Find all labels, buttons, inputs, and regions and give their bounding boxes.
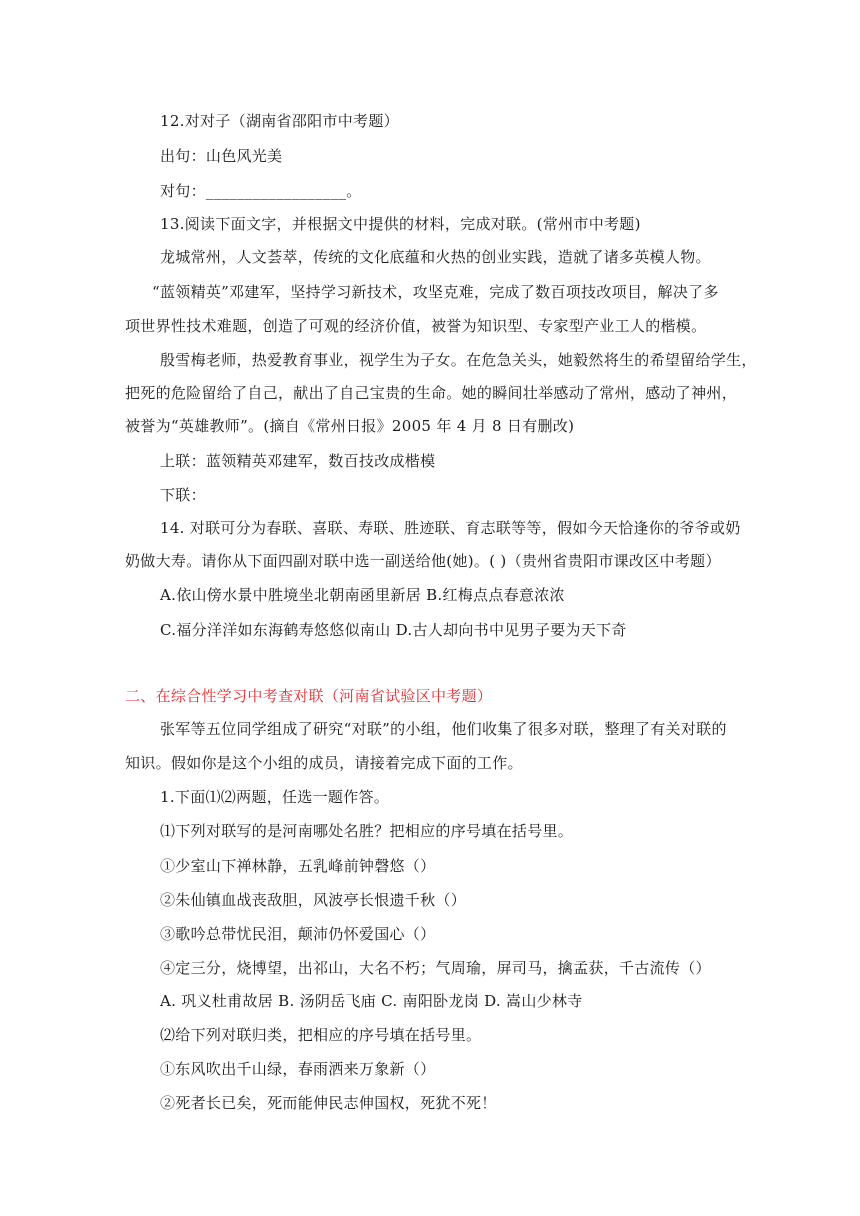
couplet-item-2: ②朱仙镇血战丧敌胆，风波亭长恨遗千秋（） xyxy=(160,891,467,909)
classify-item-2: ②死者长已矣，死而能伸民志伸国权，死犹不死！ xyxy=(160,1094,497,1112)
section-2-heading: 二、在综合性学习中考查对联（河南省试验区中考题） xyxy=(125,687,493,705)
couplet-item-3: ③歌吟总带忧民泪，颠沛仍怀爱国心（） xyxy=(160,925,436,943)
section-2-question-1: 1.下面⑴⑵两题，任选一题作答。 xyxy=(160,788,390,806)
q13-paragraph-3-line-3: 被誉为“英雄教师”。(摘自《常州日报》2005 年 4 月 8 日有删改) xyxy=(125,417,575,435)
section-2-intro-line-2: 知识。假如你是这个小组的成员，请接着完成下面的工作。 xyxy=(125,754,523,772)
q14-options-cd: C.福分洋洋如东海鹤寿悠悠似南山 D.古人却向书中见男子要为天下奇 xyxy=(160,621,627,639)
q13-paragraph-3-line-1: 殷雪梅老师，热爱教育事业，视学生为子女。在危急关头，她毅然将生的希望留给学生， xyxy=(160,351,757,369)
section-2-subquestion-2: ⑵给下列对联归类，把相应的序号填在括号里。 xyxy=(160,1026,482,1044)
q13-upper-couplet: 上联：蓝领精英邓建军，数百技改成楷模 xyxy=(160,452,436,470)
classify-item-1: ①东风吹出千山绿，春雨洒来万象新（） xyxy=(160,1060,436,1078)
q13-paragraph-3-line-2: 把死的危险留给了自己，献出了自己宝贵的生命。她的瞬间壮举感动了常州，感动了神州， xyxy=(125,384,738,402)
q12-lower-line: 对句：__________________。 xyxy=(160,182,362,200)
couplet-item-4: ④定三分，烧博望，出祁山，大名不朽；气周瑜，屏司马，擒孟获，千古流传（） xyxy=(160,959,711,977)
q13-paragraph-2-line-2: 项世界性技术难题，创造了可观的经济价值，被誉为知识型、专家型产业工人的楷模。 xyxy=(125,317,707,335)
q13-lower-couplet: 下联： xyxy=(160,486,206,504)
couplet-item-1: ①少室山下禅林静，五乳峰前钟磬悠（） xyxy=(160,857,436,875)
section-2-intro-line-1: 张军等五位同学组成了研究“对联”的小组，他们收集了很多对联，整理了有关对联的 xyxy=(160,720,727,738)
q14-line-2: 奶做大寿。请你从下面四副对联中选一副送给他(她)。( )（贵州省贵阳市课改区中考题） xyxy=(125,552,721,570)
q13-title: 13.阅读下面文字，并根据文中提供的材料，完成对联。(常州市中考题) xyxy=(160,215,641,233)
site-choices: A. 巩义杜甫故居 B. 汤阴岳飞庙 C. 南阳卧龙岗 D. 嵩山少林寺 xyxy=(160,992,583,1010)
q12-title: 12.对对子（湖南省邵阳市中考题） xyxy=(160,112,399,130)
q13-paragraph-2-line-1: “蓝领精英”邓建军，坚持学习新技术，攻坚克难，完成了数百项技改项目，解决了多 xyxy=(152,283,719,301)
q14-options-ab: A.依山傍水景中胜境坐北朝南函里新居 B.红梅点点春意浓浓 xyxy=(160,586,565,604)
section-2-subquestion-1: ⑴下列对联写的是河南哪处名胜？把相应的序号填在括号里。 xyxy=(160,822,574,840)
q14-line-1: 14. 对联可分为春联、喜联、寿联、胜迹联、育志联等等，假如今天恰逢你的爷爷或奶 xyxy=(160,519,741,537)
q12-upper-line: 出句：山色风光美 xyxy=(160,147,283,165)
q13-paragraph-1: 龙城常州，人文荟萃，传统的文化底蕴和火热的创业实践，造就了诸多英模人物。 xyxy=(160,248,711,266)
